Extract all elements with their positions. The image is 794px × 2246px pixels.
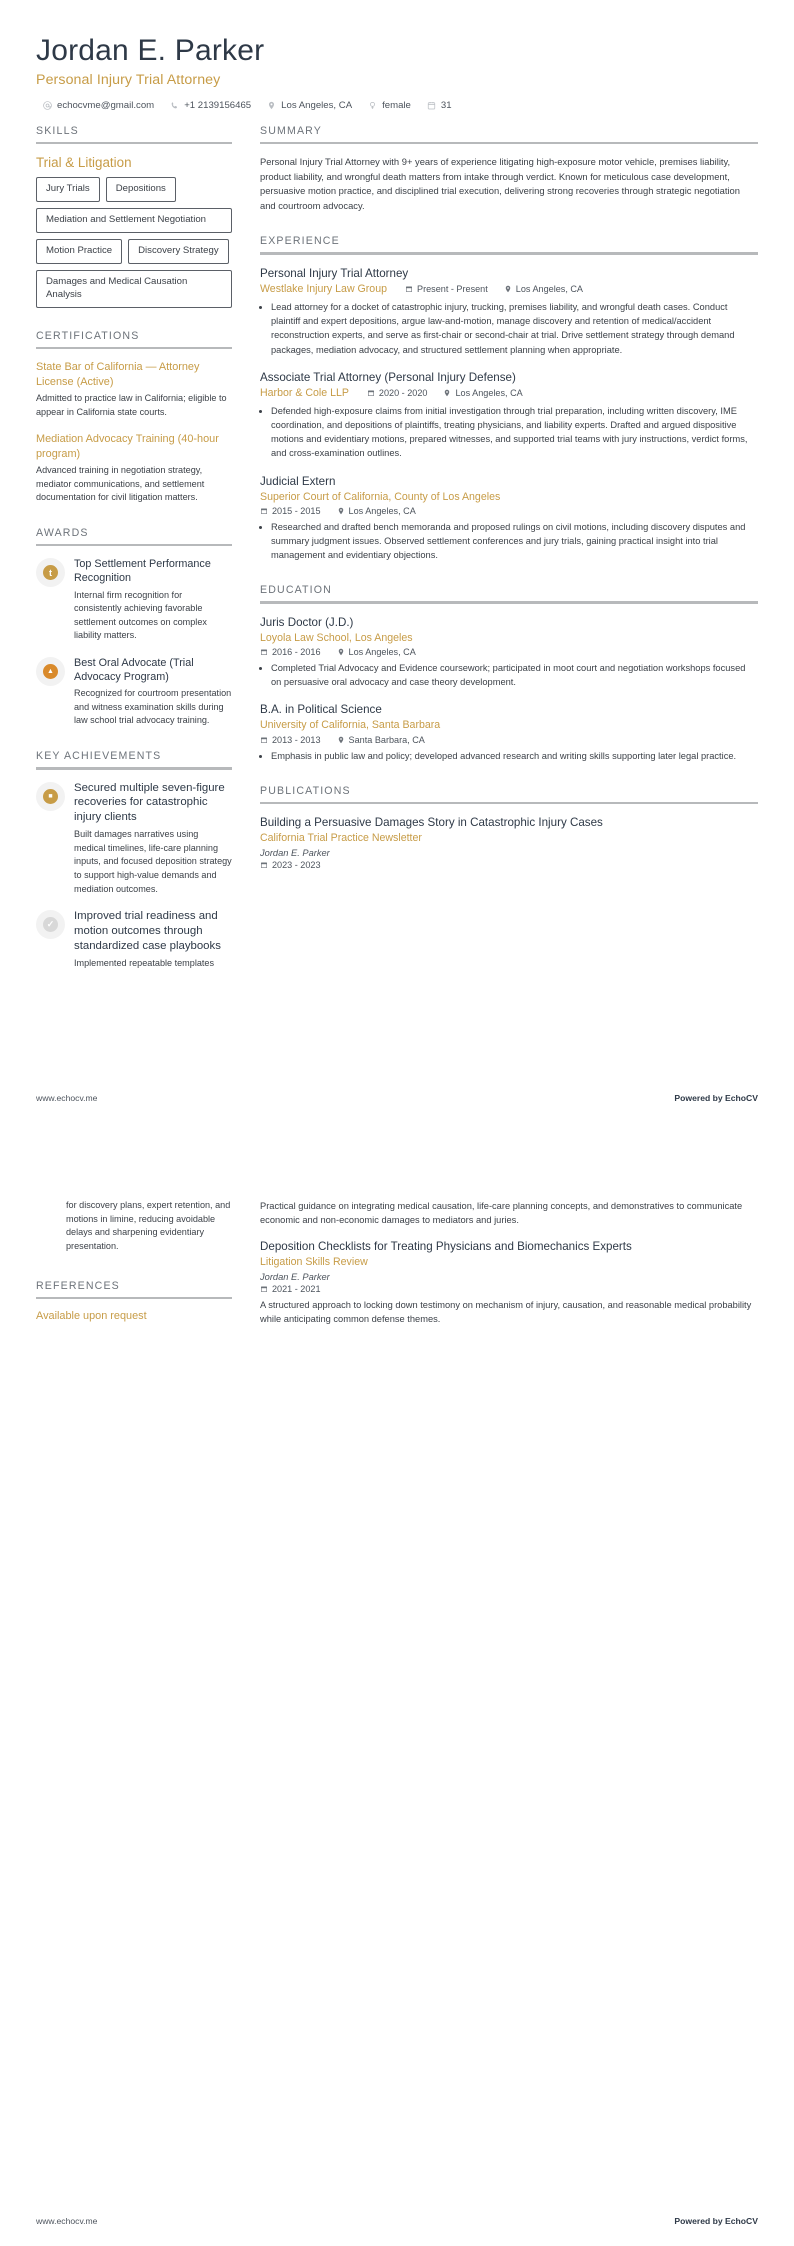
calendar-icon <box>367 389 375 397</box>
achievement-item <box>36 781 232 897</box>
certification-desc: Admitted to practice law in California; eligible to appear in California state courts. <box>36 392 227 417</box>
achievement-title: Secured multiple seven-figure recoveries for catastrophic injury clients <box>74 781 225 824</box>
publication-org: California Trial Practice Newsletter <box>260 832 422 845</box>
section-rule <box>260 802 758 805</box>
contact-age-value: 31 <box>440 99 452 111</box>
education-location: Santa Barbara, CA <box>337 735 425 745</box>
skill-chip[interactable]: Jury Trials <box>36 177 100 202</box>
section-awards <box>36 527 232 728</box>
section-summary <box>260 125 758 214</box>
resume-page-2 <box>0 1123 794 2246</box>
certification-item <box>36 360 232 419</box>
section-rule <box>260 252 758 255</box>
section-title-experience: EXPERIENCE <box>260 235 340 248</box>
certification-item <box>36 432 232 505</box>
publication-meta <box>260 1284 758 1294</box>
award-title: Best Oral Advocate (Trial Advocacy Program) <box>74 657 194 684</box>
experience-location: Los Angeles, CA <box>337 506 416 516</box>
publication-desc: A structured approach to locking down testimony on mechanism of injury, causation, and reasonable medical probability while anticipating common defense themes. <box>260 1299 752 1324</box>
award-desc: Recognized for courtroom presentation and witness examination skills during law school trial advocacy training. <box>74 688 232 726</box>
phone-icon <box>170 101 179 110</box>
section-title-references: REFERENCES <box>36 1279 120 1292</box>
section-education <box>260 584 758 763</box>
check-badge-icon <box>36 910 65 939</box>
main-column-page2 <box>260 1199 758 1326</box>
publication-meta <box>260 860 758 870</box>
publication-dates: 2023 - 2023 <box>260 860 321 870</box>
main-column <box>260 125 758 892</box>
contact-row <box>43 100 758 111</box>
contact-gender-value: female <box>382 99 411 111</box>
section-title-education: EDUCATION <box>260 584 332 597</box>
sidebar-column <box>36 125 232 993</box>
section-rule <box>260 601 758 604</box>
references-value: Available upon request <box>36 1310 147 1323</box>
bullet: • Defended high-exposure claims from initial investigation through trial preparation, including written discovery, IME coordination, and depositions of plaintiffs, treating physicians, and liability experts. Drafted and argued dispositive motions and evidentiary motions, prepared witnesses, and supported trial teams with jury instructions, verdict forms, and cross-examination outlines. <box>271 404 758 461</box>
footer-site[interactable]: www.echocv.me <box>36 2216 98 2226</box>
contact-location-value: Los Angeles, CA <box>281 99 353 111</box>
publication-author: Jordan E. Parker <box>260 847 330 858</box>
award-item <box>36 557 232 643</box>
contact-phone-value: +1 2139156465 <box>184 99 252 111</box>
experience-bullets <box>260 300 758 357</box>
briefcase-glyph: ■ <box>43 789 58 804</box>
experience-title: Personal Injury Trial Attorney <box>260 266 409 280</box>
education-meta <box>260 647 758 657</box>
education-meta <box>260 735 758 745</box>
contact-phone <box>170 100 251 111</box>
experience-dates: Present - Present <box>405 284 488 294</box>
candidate-name: Jordan E. Parker <box>36 34 265 67</box>
candidate-role: Personal Injury Trial Attorney <box>36 71 221 88</box>
gender-icon <box>368 101 377 110</box>
experience-item <box>260 370 758 461</box>
location-icon <box>337 736 345 744</box>
calendar-icon <box>260 507 268 515</box>
publication-title: Deposition Checklists for Treating Physicians and Biomechanics Experts <box>260 1240 632 1254</box>
footer-powered-by: Powered by EchoCV <box>674 2216 758 2226</box>
calendar-icon <box>260 1285 268 1293</box>
skill-chip-list <box>36 177 232 308</box>
calendar-icon <box>260 648 268 656</box>
contact-email <box>43 100 154 111</box>
skill-chip[interactable]: Discovery Strategy <box>128 239 229 264</box>
achievement-title: Improved trial readiness and motion outcomes through standardized case playbooks <box>74 910 221 952</box>
certification-desc: Advanced training in negotiation strategy, mediator communications, and settlement documentation for civil litigation matters. <box>36 465 205 503</box>
experience-meta <box>260 506 758 516</box>
section-rule <box>36 142 232 145</box>
education-school: Loyola Law School, Los Angeles <box>260 631 413 644</box>
email-icon <box>43 101 52 110</box>
section-title-publications: PUBLICATIONS <box>260 784 351 797</box>
experience-location: Los Angeles, CA <box>504 284 583 294</box>
education-school: University of California, Santa Barbara <box>260 719 441 732</box>
achievement-item <box>36 909 232 970</box>
section-rule <box>36 767 232 770</box>
calendar-icon <box>260 861 268 869</box>
resume-header <box>36 34 758 111</box>
experience-dates: 2020 - 2020 <box>367 388 428 398</box>
check-glyph: ✓ <box>43 917 58 932</box>
skill-chip[interactable]: Damages and Medical Causation Analysis <box>36 270 232 308</box>
certification-title: State Bar of California — Attorney License (Active) <box>36 361 200 388</box>
location-icon <box>337 507 345 515</box>
page-footer <box>36 2216 758 2226</box>
bell-glyph: ▲ <box>43 664 58 679</box>
section-experience <box>260 235 758 562</box>
footer-powered-by: Powered by EchoCV <box>674 1093 758 1103</box>
contact-email-value: echocvme@gmail.com <box>57 99 155 111</box>
contact-location <box>267 100 352 111</box>
publication-item <box>260 1239 758 1326</box>
age-icon <box>427 101 436 110</box>
experience-bullets <box>260 520 758 562</box>
award-desc: Internal firm recognition for consistently achieving favorable settlement outcomes on complex liability matters. <box>74 589 207 641</box>
location-icon <box>504 285 512 293</box>
award-title: Top Settlement Performance Recognition <box>74 558 211 585</box>
skill-chip[interactable]: Mediation and Settlement Negotiation <box>36 208 232 233</box>
experience-title: Judicial Extern <box>260 474 336 488</box>
section-title-summary: SUMMARY <box>260 124 323 137</box>
education-location: Los Angeles, CA <box>337 647 416 657</box>
section-publications <box>260 785 758 870</box>
bullet: • Emphasis in public law and policy; developed advanced research and writing skills supporting later legal practice. <box>271 749 758 763</box>
section-rule <box>36 347 232 350</box>
section-rule <box>36 1297 232 1300</box>
bullet: • Completed Trial Advocacy and Evidence coursework; participated in moot court and negotiation workshops focused on persuasive oral advocacy and case theory development. <box>271 661 758 689</box>
section-skills <box>36 125 232 308</box>
certification-title: Mediation Advocacy Training (40-hour program) <box>36 433 219 460</box>
experience-item <box>260 474 758 563</box>
bullet: • Researched and drafted bench memoranda and proposed rulings on civil motions, including discovery disputes and summary judgment issues. Observed settlement conferences and jury trials, gaining practical insight into trial management and evidentiary objections. <box>271 520 758 562</box>
education-item <box>260 615 758 690</box>
skill-group-title: Trial & Litigation <box>36 155 132 170</box>
experience-org: Superior Court of California, County of Los Angeles <box>260 490 501 503</box>
achievement-desc: Built damages narratives using medical timelines, life-care planning inputs, and focused deposition strategy to support high-value demands and mediation outcomes. <box>74 829 232 894</box>
publication-item <box>260 815 758 869</box>
bullet: • Lead attorney for a docket of catastrophic injury, trucking, premises liability, and wrongful death cases. Conduct plaintiff and expert depositions, argue law-and-motion, manage discovery and retention of medical/accident reconstruction experts, and serve as first-chair or second-chair at trial. Drive settlement strategy through demand packages, mediation advocacy, and structured settlement planning when appropriate. <box>271 300 758 357</box>
calendar-icon <box>405 285 413 293</box>
section-rule <box>260 142 758 145</box>
award-item <box>36 656 232 728</box>
experience-dates: 2015 - 2015 <box>260 506 321 516</box>
bell-badge-icon <box>36 657 65 686</box>
education-dates: 2016 - 2016 <box>260 647 321 657</box>
education-degree: B.A. in Political Science <box>260 703 382 717</box>
experience-bullets <box>260 404 758 461</box>
section-key-achievements <box>36 750 232 970</box>
publication-org: Litigation Skills Review <box>260 1256 368 1269</box>
page-footer <box>36 1093 758 1103</box>
publication-title: Building a Persuasive Damages Story in Catastrophic Injury Cases <box>260 816 603 830</box>
education-bullets <box>260 749 758 763</box>
summary-text: Personal Injury Trial Attorney with 9+ years of experience litigating high-exposure motor vehicle, premises liability, product liability, and wrongful death matters from intake through verdict. Known for meticulous case development, persuasive motion practice, and disciplined trial execution, delivering strong recoveries through strategic negotiation and courtroom advocacy. <box>260 156 740 211</box>
footer-site[interactable]: www.echocv.me <box>36 1093 98 1103</box>
section-references <box>36 1280 232 1323</box>
achievement-desc-continued: for discovery plans, expert retention, and motions in limine, reducing avoidable delays and sharpening evidentiary presentation. <box>66 1200 231 1251</box>
trophy-badge-icon <box>36 558 65 587</box>
experience-title: Associate Trial Attorney (Personal Injury Defense) <box>260 370 516 384</box>
calendar-icon <box>260 736 268 744</box>
sidebar-column-page2 <box>36 1199 232 1344</box>
location-icon <box>267 101 276 110</box>
location-icon <box>443 389 451 397</box>
education-dates: 2013 - 2013 <box>260 735 321 745</box>
experience-org: Westlake Injury Law Group <box>260 282 387 295</box>
achievement-desc-partial: Implemented repeatable templates <box>74 957 215 968</box>
section-title-skills: SKILLS <box>36 124 79 137</box>
publication-desc: Practical guidance on integrating medical causation, life-care planning concepts, and demonstratives to communicate economic and non-economic damages to mediators and juries. <box>260 1201 743 1226</box>
trophy-glyph: t <box>43 565 58 580</box>
section-title-awards: AWARDS <box>36 526 89 539</box>
education-item <box>260 702 758 762</box>
section-title-certifications: CERTIFICATIONS <box>36 329 140 342</box>
publication-author: Jordan E. Parker <box>260 1271 330 1282</box>
education-bullets <box>260 661 758 689</box>
location-icon <box>337 648 345 656</box>
briefcase-badge-icon <box>36 782 65 811</box>
experience-item <box>260 266 758 357</box>
contact-age <box>427 100 452 111</box>
section-certifications <box>36 330 232 505</box>
skill-chip[interactable]: Motion Practice <box>36 239 122 264</box>
skill-chip[interactable]: Depositions <box>106 177 176 202</box>
section-title-key-achievements: KEY ACHIEVEMENTS <box>36 750 162 763</box>
publication-dates: 2021 - 2021 <box>260 1284 321 1294</box>
section-rule <box>36 544 232 547</box>
contact-gender <box>368 100 411 111</box>
experience-location: Los Angeles, CA <box>443 388 522 398</box>
education-degree: Juris Doctor (J.D.) <box>260 615 354 629</box>
experience-org: Harbor & Cole LLP <box>260 386 349 399</box>
